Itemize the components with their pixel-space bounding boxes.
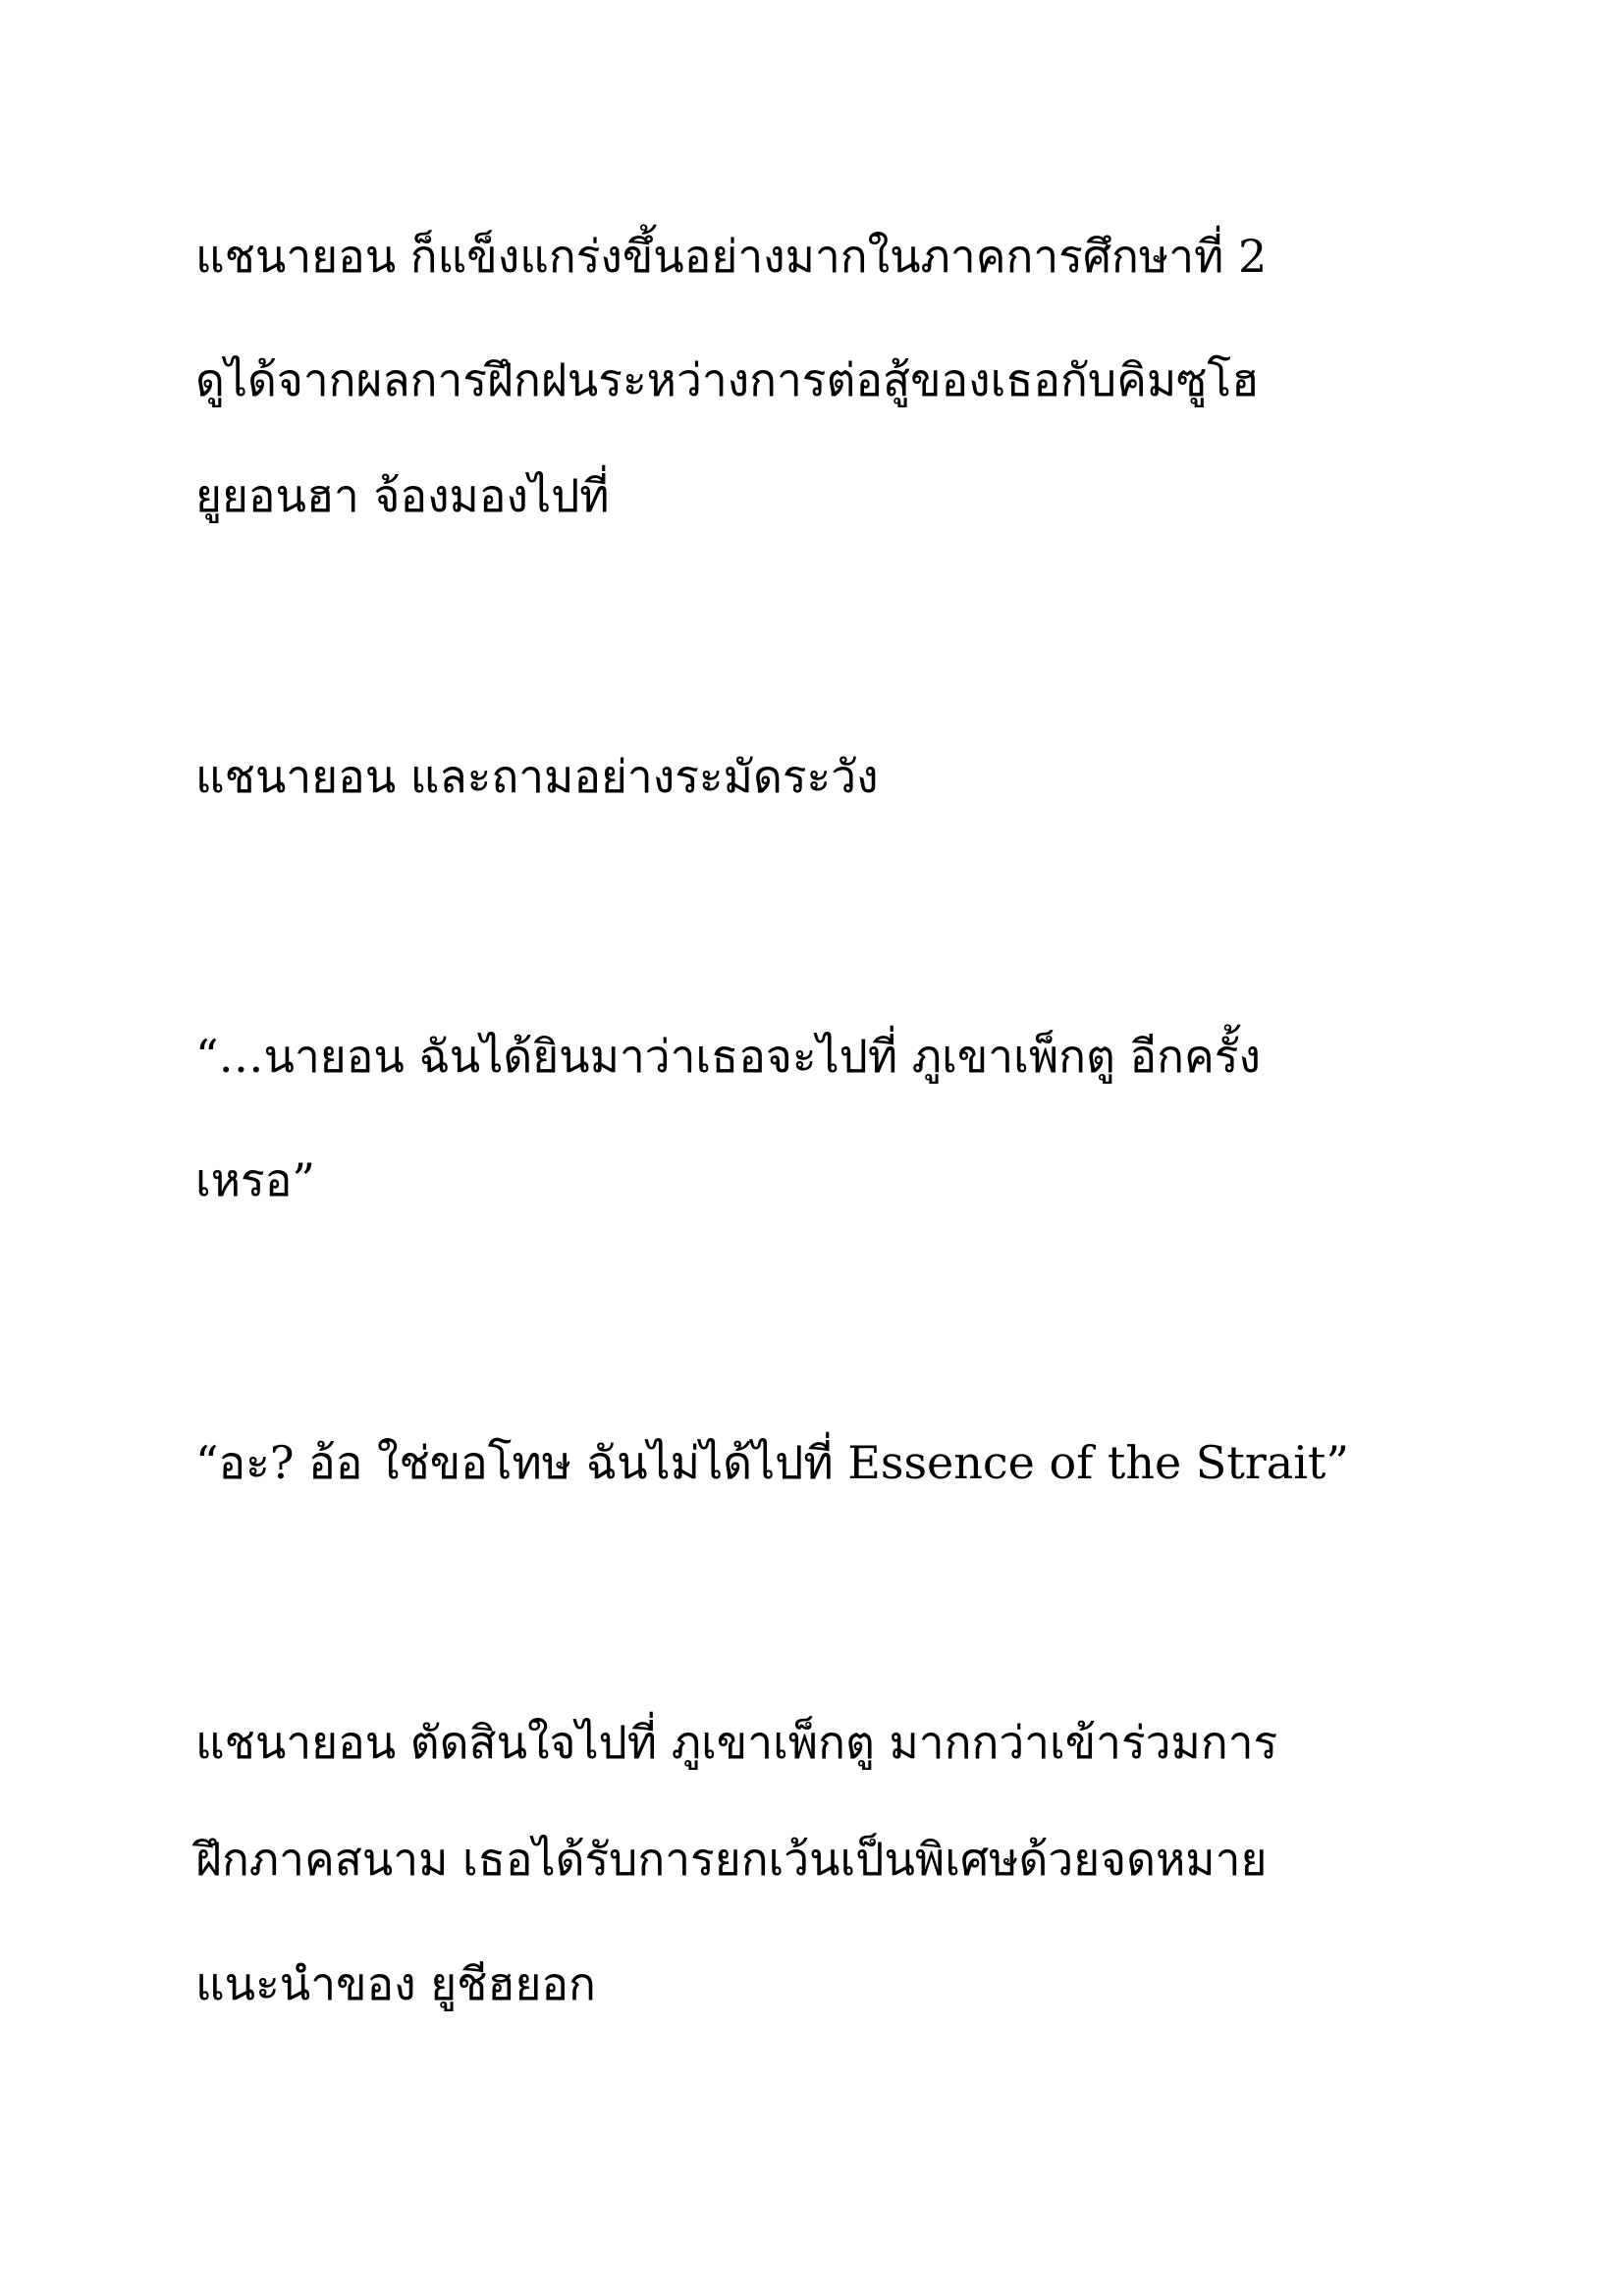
- dialogue-1-line-1: “…นายอน ฉันได้ยินมาว่าเธอจะไปที่ ภูเขาเพ็กตู อีกครั้ง: [195, 1030, 1261, 1083]
- paragraph-1-line-2: ดูได้จากผลการฝึกฝนระหว่างการต่อสู้ของเธอกับคิมซูโฮ: [195, 353, 1260, 406]
- paragraph-3-line-2: ฝึกภาคสนาม เธอได้รับการยกเว้นเป็นพิเศษด้วยจดหมาย: [195, 1833, 1268, 1886]
- dialogue-2-line-1: “อะ? อ้อ ใช่ขอโทษ ฉันไม่ได้ไปที่ Essence of the Strait”: [195, 1436, 1349, 1489]
- paragraph-1-line-3: ยูยอนฮา จ้องมองไปที่: [195, 469, 610, 522]
- paragraph-3-line-1: แชนายอน ตัดสินใจไปที่ ภูเขาเพ็กตู มากกว่าเข้าร่วมการ: [195, 1716, 1278, 1769]
- dialogue-1-line-2: เหรอ”: [195, 1153, 315, 1206]
- paragraph-1-line-1: แชนายอน ก็แข็งแกร่งขึ้นอย่างมากในภาคการศึกษาที่ 2: [195, 230, 1268, 283]
- paragraph-3-line-3: แนะนำของ ยูชีฮยอก: [195, 1957, 596, 2010]
- paragraph-2-line-1: แชนายอน และถามอย่างระมัดระวัง: [195, 750, 879, 803]
